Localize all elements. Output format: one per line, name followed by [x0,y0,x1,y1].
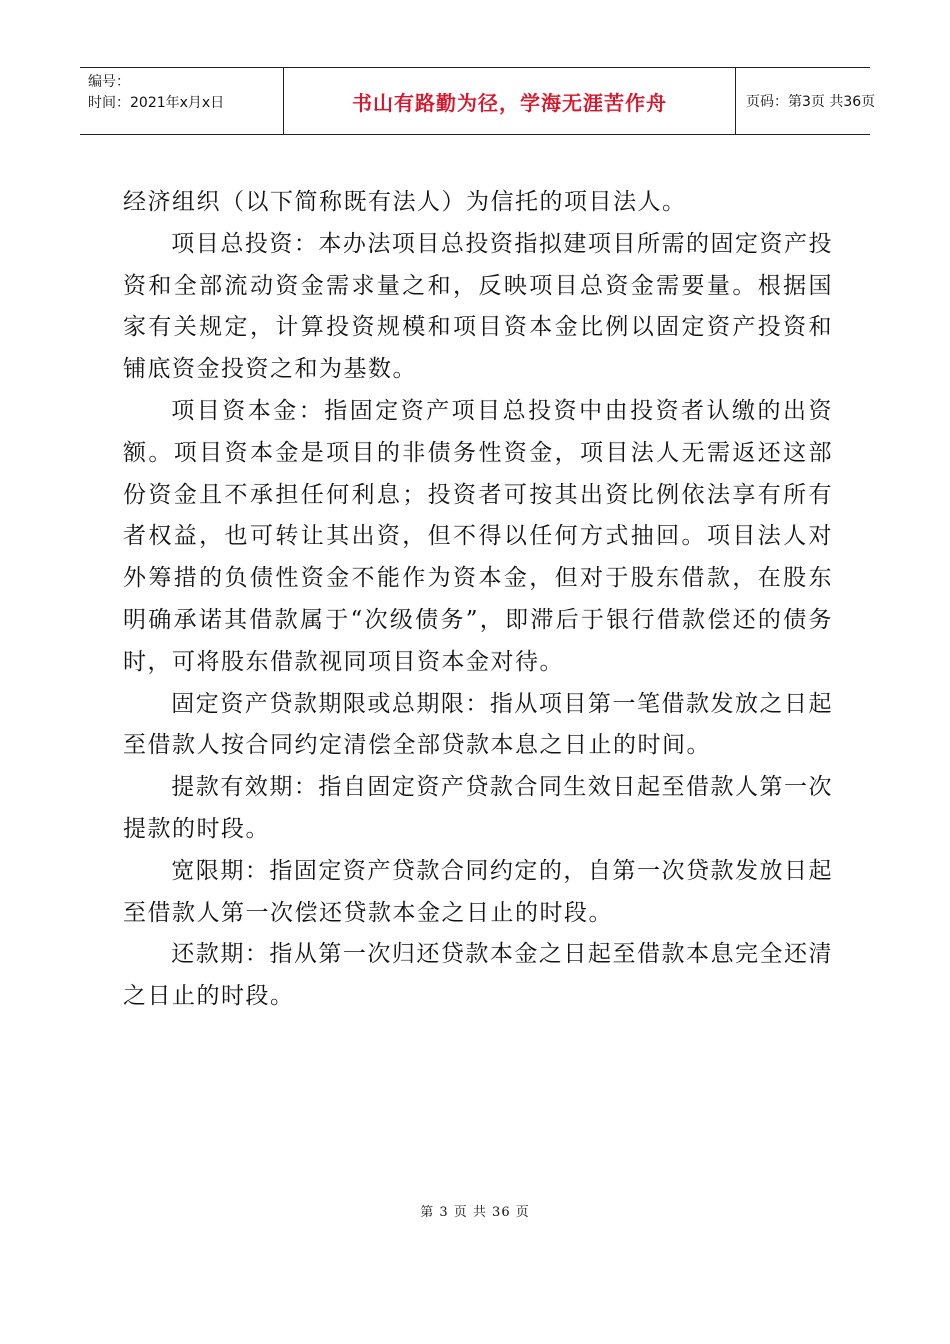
header-page-info: 页码：第3页 共36页 [746,94,876,110]
document-date-label: 时间：2021年x月x日 [88,95,225,111]
document-body [123,182,833,1018]
page-header [80,67,876,135]
document-number-label: 编号： [88,74,130,90]
header-meta [80,68,283,134]
paragraph-repayment-period: 还款期：指从第一次归还贷款本金之日起至借款本息完全还清之日止的时段。 [123,941,833,1010]
paragraph-total-investment: 项目总投资：本办法项目总投资指拟建项目所需的固定资产投资和全部流动资金需求量之和，反映项目总资金需要量。根据国家有关规定，计算投资规模和项目资本金比例以固定资产投资和铺底资金投资之和为基数。 [123,230,833,383]
paragraph-drawdown-period: 提款有效期：指自固定资产贷款合同生效日起至借款人第一次提款的时段。 [123,774,833,842]
header-page-info-cell [736,68,876,134]
paragraph-grace-period: 宽限期：指固定资产贷款合同约定的，自第一次贷款发放日起至借款人第一次偿还贷款本金之日止的时段。 [123,857,833,926]
header-motto: 书山有路勤为径，学海无涯苦作舟 [352,90,667,115]
header-motto-cell [283,68,736,134]
paragraph-project-capital: 项目资本金：指固定资产项目总投资中由投资者认缴的出资额。项目资本金是项目的非债务性资金，项目法人无需返还这部份资金且不承担任何利息；投资者可按其出资比例依法享有所有者权益，也可转让其出资，但不得以任何方式抽回。项目法人对外筹措的负债性资金不能作为资本金，但对于股东借款，在股东明确承诺其借款属于“次级债务”，即滞后于银行借款偿还的债务时，可将股东借款视同项目资本金对待。 [123,397,833,675]
page-footer: 第 3 页 共 36 页 [420,1205,530,1220]
paragraph-continuation: 经济组织（以下简称既有法人）为信托的项目法人。 [123,189,687,215]
paragraph-loan-term: 固定资产贷款期限或总期限：指从项目第一笔借款发放之日起至借款人按合同约定清偿全部贷款本息之日止的时间。 [123,690,833,759]
